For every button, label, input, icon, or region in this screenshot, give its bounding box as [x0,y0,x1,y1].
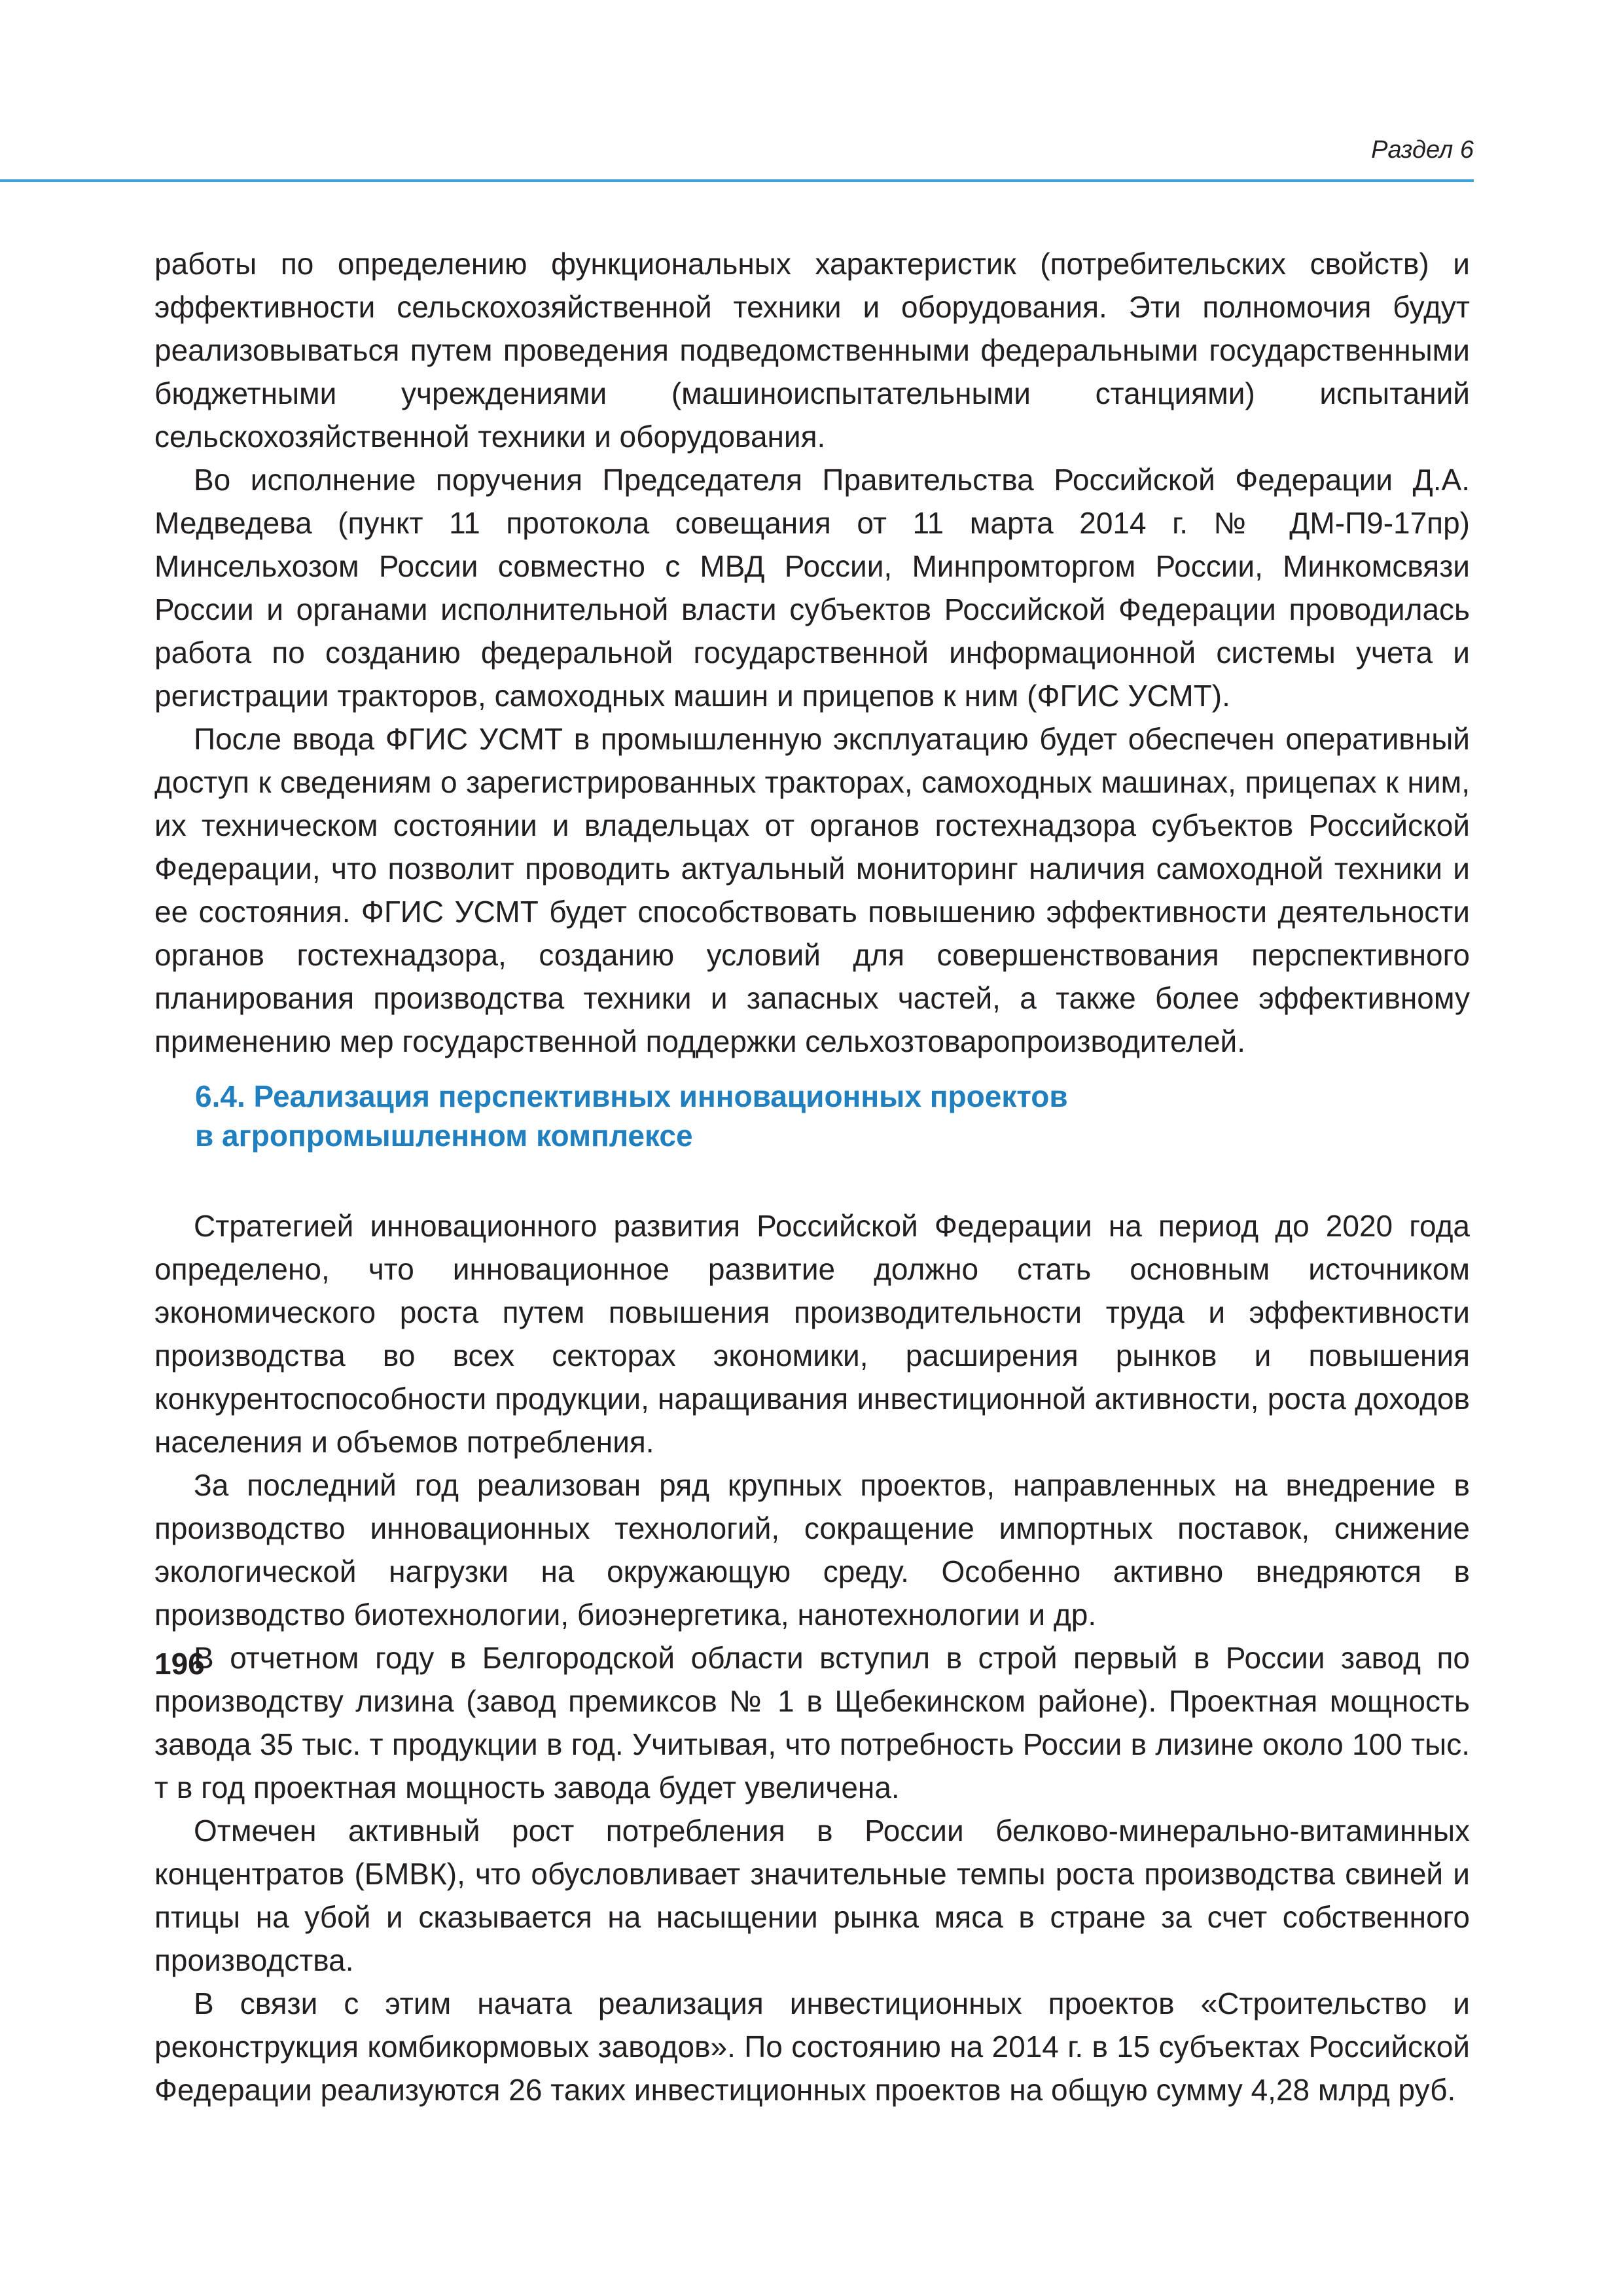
paragraph: работы по определению функциональных характеристик (потребительских свойств) и эффективности сельскохозяйственной техники и оборудования. Эти полномочия будут реализовываться путем проведения подведомственными федеральными государственными бюджетными учреждениями (машиноиспытательными станциями) испытаний сельскохозяйственной техники и оборудования. [154,247,1470,454]
section-heading-line: 6.4. Реализация перспективных инновационных проектов [195,1079,1068,1113]
page-number: 196 [154,1647,205,1681]
paragraph: После ввода ФГИС УСМТ в промышленную эксплуатацию будет обеспечен оперативный доступ к сведениям о зарегистрированных тракторах, самоходных машинах, прицепах к ним, их техническом состоянии и владельцах от органов гостехнадзора субъектов Российской Федерации, что позволит проводить актуальный мониторинг наличия самоходной техники и ее состояния. ФГИС УСМТ будет способствовать повышению эффективности деятельности органов гостехнадзора, созданию условий для совершенствования перспективного планирования производства техники и запасных частей, а также более эффективному применению мер государственной поддержки сельхозтоваропроизводителей. [154,722,1470,1058]
paragraph: В отчетном году в Белгородской области вступил в строй первый в России завод по производству лизина (завод премиксов № 1 в Щебекинском районе). Проектная мощность завода 35 тыс. т продукции в год. Учитывая, что потребность России в лизине около 100 тыс. т в год проектная мощность завода будет увеличена. [154,1641,1470,1804]
section-label: Раздел 6 [1371,136,1474,164]
header-rule [0,179,1474,182]
paragraph: Стратегией инновационного развития Российской Федерации на период до 2020 года определено, что инновационное развитие должно стать основным источником экономического роста путем повышения производительности труда и эффективности производства во всех секторах экономики, расширения рынков и повышения конкурентоспособности продукции, наращивания инвестиционной активности, роста доходов населения и объемов потребления. [154,1209,1470,1459]
paragraph: За последний год реализован ряд крупных проектов, направленных на внедрение в производство инновационных технологий, сокращение импортных поставок, снижение экологической нагрузки на окружающую среду. Особенно активно внедряются в производство биотехнологии, биоэнергетика, нанотехнологии и др. [154,1468,1470,1632]
section-heading-line: в агропромышленном комплексе [195,1119,693,1153]
body-text-block-2 [154,1204,1470,2111]
paragraph: Отмечен активный рост потребления в России белково-минерально-витаминных концентратов (БМВК), что обусловливает значительные темпы роста производства свиней и птицы на убой и сказывается на насыщении рынка мяса в стране за счет собственного производства. [154,1814,1470,1977]
body-text-block-1 [154,242,1470,1063]
paragraph: Во исполнение поручения Председателя Правительства Российской Федерации Д.А. Медведева (пункт 11 протокола совещания от 11 марта 2014 г. № ДМ-П9-17пр) Минсельхозом России совместно с МВД России, Минпромторгом России, Минкомсвязи России и органами исполнительной власти субъектов Российской Федерации проводилась работа по созданию федеральной государственной информационной системы учета и регистрации тракторов, самоходных машин и прицепов к ним (ФГИС УСМТ). [154,463,1470,713]
section-heading [195,1077,1438,1155]
paragraph: В связи с этим начата реализация инвестиционных проектов «Строительство и реконструкция комбикормовых заводов». По состоянию на 2014 г. в 15 субъектах Российской Федерации реализуются 26 таких инвестиционных проектов на общую сумму 4,28 млрд руб. [154,1986,1470,2107]
